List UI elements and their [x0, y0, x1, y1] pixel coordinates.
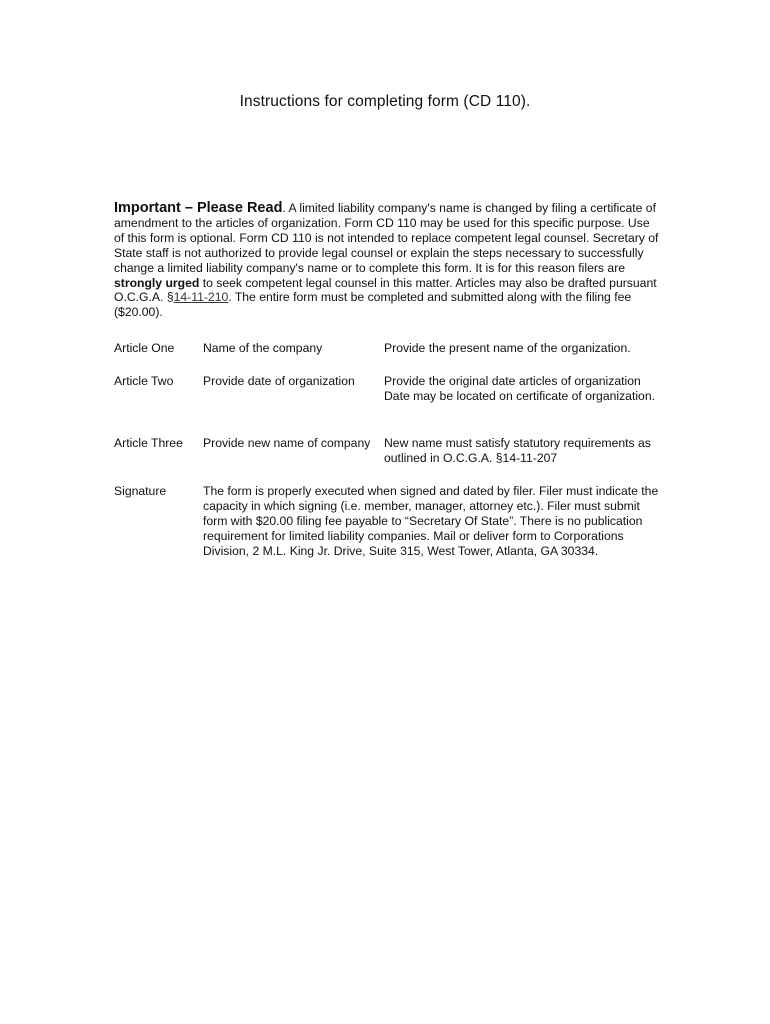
row-field: Name of the company — [203, 341, 323, 355]
row-label: Article One — [114, 341, 175, 355]
important-notice — [114, 201, 659, 320]
row-instruction: New name must satisfy statutory requirements as outlined in O.C.G.A. §14-11-207 — [384, 436, 651, 465]
notice-emphasis: strongly urged — [114, 275, 200, 290]
document-title: Instructions for completing form (CD 110). — [239, 93, 531, 110]
row-label: Article Two — [114, 374, 174, 388]
statute-link[interactable]: 14-11-210 — [173, 290, 229, 305]
notice-text-1: . A limited liability company's name is changed by filing a certificate of amendment to the articles of organization. Form CD 110 may be used for this specific purpose. Use of this form is optional. Form CD 110 is not intended to replace competent legal counsel. Secretary of State staff is not authorized to provide legal counsel or explain the steps necessary to successfully change a limited liability company's name or to complete this form. It is for this reason filers are — [114, 201, 659, 275]
row-field: Provide date of organization — [203, 374, 355, 388]
row-instruction: The form is properly executed when signed and dated by filer. Filer must indicate the capacity in which signing (i.e. member, manager, attorney etc.). Filer must submit form with $20.00 filing fee payable to “Secretary Of State”. There is no publication requirement for limited liability companies. Mail or deliver form to Corporations Division, 2 M.L. King Jr. Drive, Suite 315, West Tower, Atlanta, GA 30334. — [203, 484, 659, 558]
important-lead: Important – Please Read — [114, 200, 283, 216]
notice-text-2: to seek competent legal counsel in this matter. Articles may also be drafted pursuant O.C.G.A. § — [114, 275, 657, 305]
row-field: Provide new name of company — [203, 436, 371, 450]
notice-text-3: . The entire form must be completed and submitted along with the filing fee ($20.00). — [114, 290, 632, 320]
row-instruction: Provide the original date articles of organization Date may be located on certificate of organization. — [384, 374, 655, 403]
row-instruction: Provide the present name of the organization. — [384, 341, 631, 355]
row-label: Signature — [114, 484, 167, 498]
row-label: Article Three — [114, 436, 183, 450]
